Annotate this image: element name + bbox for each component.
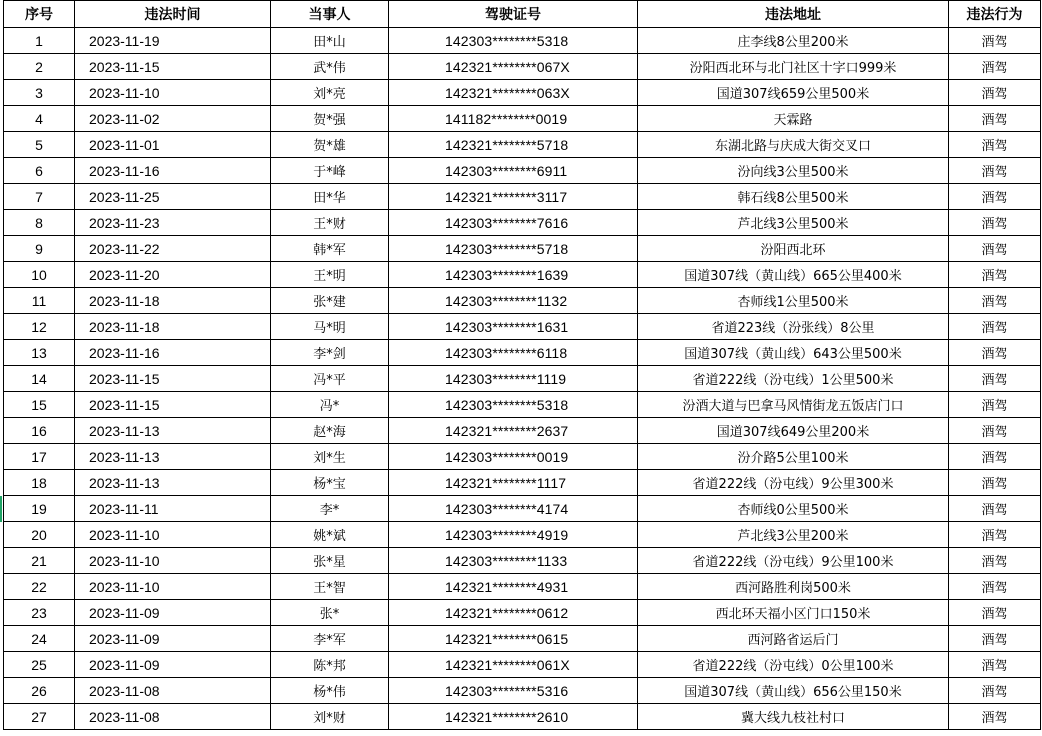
cell-behavior[interactable]: 酒驾 [949,392,1041,418]
table-row[interactable] [4,28,1041,54]
table-row[interactable] [4,444,1041,470]
cell-party[interactable]: 姚*斌 [271,522,389,548]
cell-location[interactable]: 汾阳西北环与北门社区十字口999米 [638,54,949,80]
cell-party[interactable]: 陈*邦 [271,652,389,678]
cell-date[interactable]: 2023-11-18 [75,314,271,340]
cell-date[interactable]: 2023-11-10 [75,548,271,574]
cell-license[interactable]: 142321********5718 [389,132,638,158]
cell-index[interactable]: 7 [4,184,75,210]
cell-location[interactable]: 西河路胜利岗500米 [638,574,949,600]
cell-index[interactable]: 18 [4,470,75,496]
cell-behavior[interactable]: 酒驾 [949,522,1041,548]
cell-date[interactable]: 2023-11-23 [75,210,271,236]
cell-behavior[interactable]: 酒驾 [949,418,1041,444]
cell-party[interactable]: 马*明 [271,314,389,340]
cell-behavior[interactable]: 酒驾 [949,496,1041,522]
cell-license[interactable]: 142303********5316 [389,678,638,704]
cell-index[interactable]: 12 [4,314,75,340]
cell-location[interactable]: 国道307线649公里200米 [638,418,949,444]
cell-index[interactable]: 25 [4,652,75,678]
header-behavior[interactable]: 违法行为 [949,1,1041,28]
cell-behavior[interactable]: 酒驾 [949,132,1041,158]
cell-date[interactable]: 2023-11-13 [75,470,271,496]
cell-license[interactable]: 142303********5718 [389,236,638,262]
table-row[interactable] [4,80,1041,106]
header-location[interactable]: 违法地址 [638,1,949,28]
cell-party[interactable]: 田*山 [271,28,389,54]
cell-party[interactable]: 王*财 [271,210,389,236]
table-row[interactable] [4,314,1041,340]
table-row[interactable] [4,704,1041,730]
cell-license[interactable]: 142303********5318 [389,28,638,54]
cell-behavior[interactable]: 酒驾 [949,288,1041,314]
cell-party[interactable]: 王*明 [271,262,389,288]
header-row [4,1,1041,28]
table-row[interactable] [4,210,1041,236]
cell-behavior[interactable]: 酒驾 [949,184,1041,210]
cell-date[interactable]: 2023-11-16 [75,158,271,184]
cell-behavior[interactable]: 酒驾 [949,314,1041,340]
cell-index[interactable]: 2 [4,54,75,80]
cell-date[interactable]: 2023-11-15 [75,392,271,418]
cell-behavior[interactable]: 酒驾 [949,548,1041,574]
cell-party[interactable]: 王*智 [271,574,389,600]
table-row[interactable] [4,132,1041,158]
cell-index[interactable]: 10 [4,262,75,288]
cell-party[interactable]: 贺*强 [271,106,389,132]
cell-license[interactable]: 142321********0615 [389,626,638,652]
cell-date[interactable]: 2023-11-15 [75,366,271,392]
cell-location[interactable]: 东湖北路与庆成大街交叉口 [638,132,949,158]
cell-behavior[interactable]: 酒驾 [949,210,1041,236]
cell-location[interactable]: 省道223线（汾张线）8公里 [638,314,949,340]
table-row[interactable] [4,184,1041,210]
violation-table [3,0,1041,730]
cell-party[interactable]: 刘*生 [271,444,389,470]
cell-license[interactable]: 142303********1631 [389,314,638,340]
cell-party[interactable]: 李* [271,496,389,522]
header-license[interactable]: 驾驶证号 [389,1,638,28]
cell-date[interactable]: 2023-11-13 [75,444,271,470]
cell-index[interactable]: 1 [4,28,75,54]
cell-index[interactable]: 8 [4,210,75,236]
cell-behavior[interactable]: 酒驾 [949,54,1041,80]
cell-location[interactable]: 天霖路 [638,106,949,132]
cell-date[interactable]: 2023-11-09 [75,600,271,626]
cell-behavior[interactable]: 酒驾 [949,366,1041,392]
cell-party[interactable]: 韩*军 [271,236,389,262]
cell-license[interactable]: 142303********1639 [389,262,638,288]
table-row[interactable] [4,626,1041,652]
table-row[interactable] [4,522,1041,548]
cell-index[interactable]: 23 [4,600,75,626]
cell-license[interactable]: 142303********1133 [389,548,638,574]
cell-index[interactable]: 22 [4,574,75,600]
cell-license[interactable]: 142303********6118 [389,340,638,366]
cell-party[interactable]: 张* [271,600,389,626]
table-row[interactable] [4,288,1041,314]
cell-license[interactable]: 142303********0019 [389,444,638,470]
cell-party[interactable]: 李*军 [271,626,389,652]
cell-index[interactable]: 4 [4,106,75,132]
cell-party[interactable]: 于*峰 [271,158,389,184]
cell-license[interactable]: 142321********0612 [389,600,638,626]
cell-date[interactable]: 2023-11-15 [75,54,271,80]
table-row[interactable] [4,158,1041,184]
table-row[interactable] [4,340,1041,366]
table-row[interactable] [4,106,1041,132]
cell-location[interactable]: 省道222线（汾屯线）9公里100米 [638,548,949,574]
cell-license[interactable]: 142321********067X [389,54,638,80]
cell-location[interactable]: 汾酒大道与巴拿马风情街龙五饭店门口 [638,392,949,418]
cell-date[interactable]: 2023-11-08 [75,678,271,704]
header-date[interactable]: 违法时间 [75,1,271,28]
cell-license[interactable]: 142321********2637 [389,418,638,444]
cell-date[interactable]: 2023-11-10 [75,80,271,106]
header-party[interactable]: 当事人 [271,1,389,28]
cell-behavior[interactable]: 酒驾 [949,28,1041,54]
cell-location[interactable]: 国道307线（黄山线）656公里150米 [638,678,949,704]
cell-index[interactable]: 27 [4,704,75,730]
cell-location[interactable]: 西河路省运后门 [638,626,949,652]
cell-behavior[interactable]: 酒驾 [949,80,1041,106]
cell-party[interactable]: 刘*财 [271,704,389,730]
cell-date[interactable]: 2023-11-01 [75,132,271,158]
cell-behavior[interactable]: 酒驾 [949,158,1041,184]
cell-license[interactable]: 142321********4931 [389,574,638,600]
cell-date[interactable]: 2023-11-18 [75,288,271,314]
cell-license[interactable]: 142303********5318 [389,392,638,418]
cell-behavior[interactable]: 酒驾 [949,600,1041,626]
table-row[interactable] [4,418,1041,444]
cell-behavior[interactable]: 酒驾 [949,704,1041,730]
cell-license[interactable]: 142321********2610 [389,704,638,730]
cell-location[interactable]: 省道222线（汾屯线）9公里300米 [638,470,949,496]
cell-party[interactable]: 杨*宝 [271,470,389,496]
cell-party[interactable]: 冯* [271,392,389,418]
cell-license[interactable]: 142303********7616 [389,210,638,236]
table-row[interactable] [4,392,1041,418]
cell-party[interactable]: 田*华 [271,184,389,210]
cell-license[interactable]: 142321********063X [389,80,638,106]
cell-location[interactable]: 省道222线（汾屯线）0公里100米 [638,652,949,678]
cell-date[interactable]: 2023-11-11 [75,496,271,522]
cell-license[interactable]: 142321********1117 [389,470,638,496]
cell-behavior[interactable]: 酒驾 [949,652,1041,678]
cell-date[interactable]: 2023-11-19 [75,28,271,54]
cell-index[interactable]: 15 [4,392,75,418]
cell-date[interactable]: 2023-11-16 [75,340,271,366]
cell-behavior[interactable]: 酒驾 [949,340,1041,366]
cell-date[interactable]: 2023-11-10 [75,522,271,548]
cell-location[interactable]: 芦北线3公里200米 [638,522,949,548]
cell-location[interactable]: 芦北线3公里500米 [638,210,949,236]
cell-date[interactable]: 2023-11-25 [75,184,271,210]
cell-location[interactable]: 国道307线（黄山线）643公里500米 [638,340,949,366]
cell-location[interactable]: 省道222线（汾屯线）1公里500米 [638,366,949,392]
cell-index[interactable]: 9 [4,236,75,262]
cell-index[interactable]: 21 [4,548,75,574]
cell-location[interactable]: 国道307线659公里500米 [638,80,949,106]
cell-license[interactable]: 142303********1119 [389,366,638,392]
cell-party[interactable]: 刘*亮 [271,80,389,106]
table-row[interactable] [4,600,1041,626]
table-row[interactable] [4,574,1041,600]
table-row[interactable] [4,548,1041,574]
cell-location[interactable]: 汾介路5公里100米 [638,444,949,470]
cell-behavior[interactable]: 酒驾 [949,470,1041,496]
cell-index[interactable]: 14 [4,366,75,392]
cell-license[interactable]: 142303********1132 [389,288,638,314]
cell-behavior[interactable]: 酒驾 [949,444,1041,470]
table-row[interactable] [4,236,1041,262]
table-row[interactable] [4,652,1041,678]
table-row[interactable] [4,470,1041,496]
cell-location[interactable]: 国道307线（黄山线）665公里400米 [638,262,949,288]
cell-party[interactable]: 武*伟 [271,54,389,80]
cell-date[interactable]: 2023-11-22 [75,236,271,262]
cell-party[interactable]: 张*星 [271,548,389,574]
table-row[interactable] [4,262,1041,288]
cell-location[interactable]: 庄李线8公里200米 [638,28,949,54]
cell-index[interactable]: 5 [4,132,75,158]
cell-location[interactable]: 汾阳西北环 [638,236,949,262]
cell-index[interactable]: 3 [4,80,75,106]
cell-behavior[interactable]: 酒驾 [949,262,1041,288]
cell-party[interactable]: 冯*平 [271,366,389,392]
cell-license[interactable]: 141182********0019 [389,106,638,132]
table-row[interactable] [4,678,1041,704]
cell-party[interactable]: 李*剑 [271,340,389,366]
cell-license[interactable]: 142303********4919 [389,522,638,548]
cell-party[interactable]: 张*建 [271,288,389,314]
cell-index[interactable]: 13 [4,340,75,366]
cell-index[interactable]: 19 [4,496,75,522]
cell-license[interactable]: 142303********4174 [389,496,638,522]
cell-index[interactable]: 16 [4,418,75,444]
cell-location[interactable]: 冀大线九枝社村口 [638,704,949,730]
cell-behavior[interactable]: 酒驾 [949,574,1041,600]
cell-license[interactable]: 142303********6911 [389,158,638,184]
cell-location[interactable]: 西北环天福小区门口150米 [638,600,949,626]
table-row[interactable] [4,366,1041,392]
cell-date[interactable]: 2023-11-10 [75,574,271,600]
cell-location[interactable]: 杏师线1公里500米 [638,288,949,314]
cell-party[interactable]: 贺*雄 [271,132,389,158]
cell-index[interactable]: 24 [4,626,75,652]
cell-license[interactable]: 142321********061X [389,652,638,678]
table-body [4,28,1041,730]
cell-party[interactable]: 杨*伟 [271,678,389,704]
cell-location[interactable]: 韩石线8公里500米 [638,184,949,210]
cell-index[interactable]: 11 [4,288,75,314]
cell-date[interactable]: 2023-11-09 [75,626,271,652]
cell-license[interactable]: 142321********3117 [389,184,638,210]
cell-date[interactable]: 2023-11-08 [75,704,271,730]
cell-behavior[interactable]: 酒驾 [949,236,1041,262]
table-row[interactable] [4,54,1041,80]
selected-row-marker [0,496,2,522]
cell-date[interactable]: 2023-11-20 [75,262,271,288]
cell-date[interactable]: 2023-11-09 [75,652,271,678]
cell-location[interactable]: 汾向线3公里500米 [638,158,949,184]
header-index[interactable]: 序号 [4,1,75,28]
cell-date[interactable]: 2023-11-02 [75,106,271,132]
cell-location[interactable]: 杏师线0公里500米 [638,496,949,522]
table-row[interactable] [4,496,1041,522]
cell-date[interactable]: 2023-11-13 [75,418,271,444]
cell-index[interactable]: 20 [4,522,75,548]
cell-index[interactable]: 6 [4,158,75,184]
cell-behavior[interactable]: 酒驾 [949,626,1041,652]
cell-index[interactable]: 26 [4,678,75,704]
cell-behavior[interactable]: 酒驾 [949,106,1041,132]
cell-behavior[interactable]: 酒驾 [949,678,1041,704]
cell-index[interactable]: 17 [4,444,75,470]
cell-party[interactable]: 赵*海 [271,418,389,444]
